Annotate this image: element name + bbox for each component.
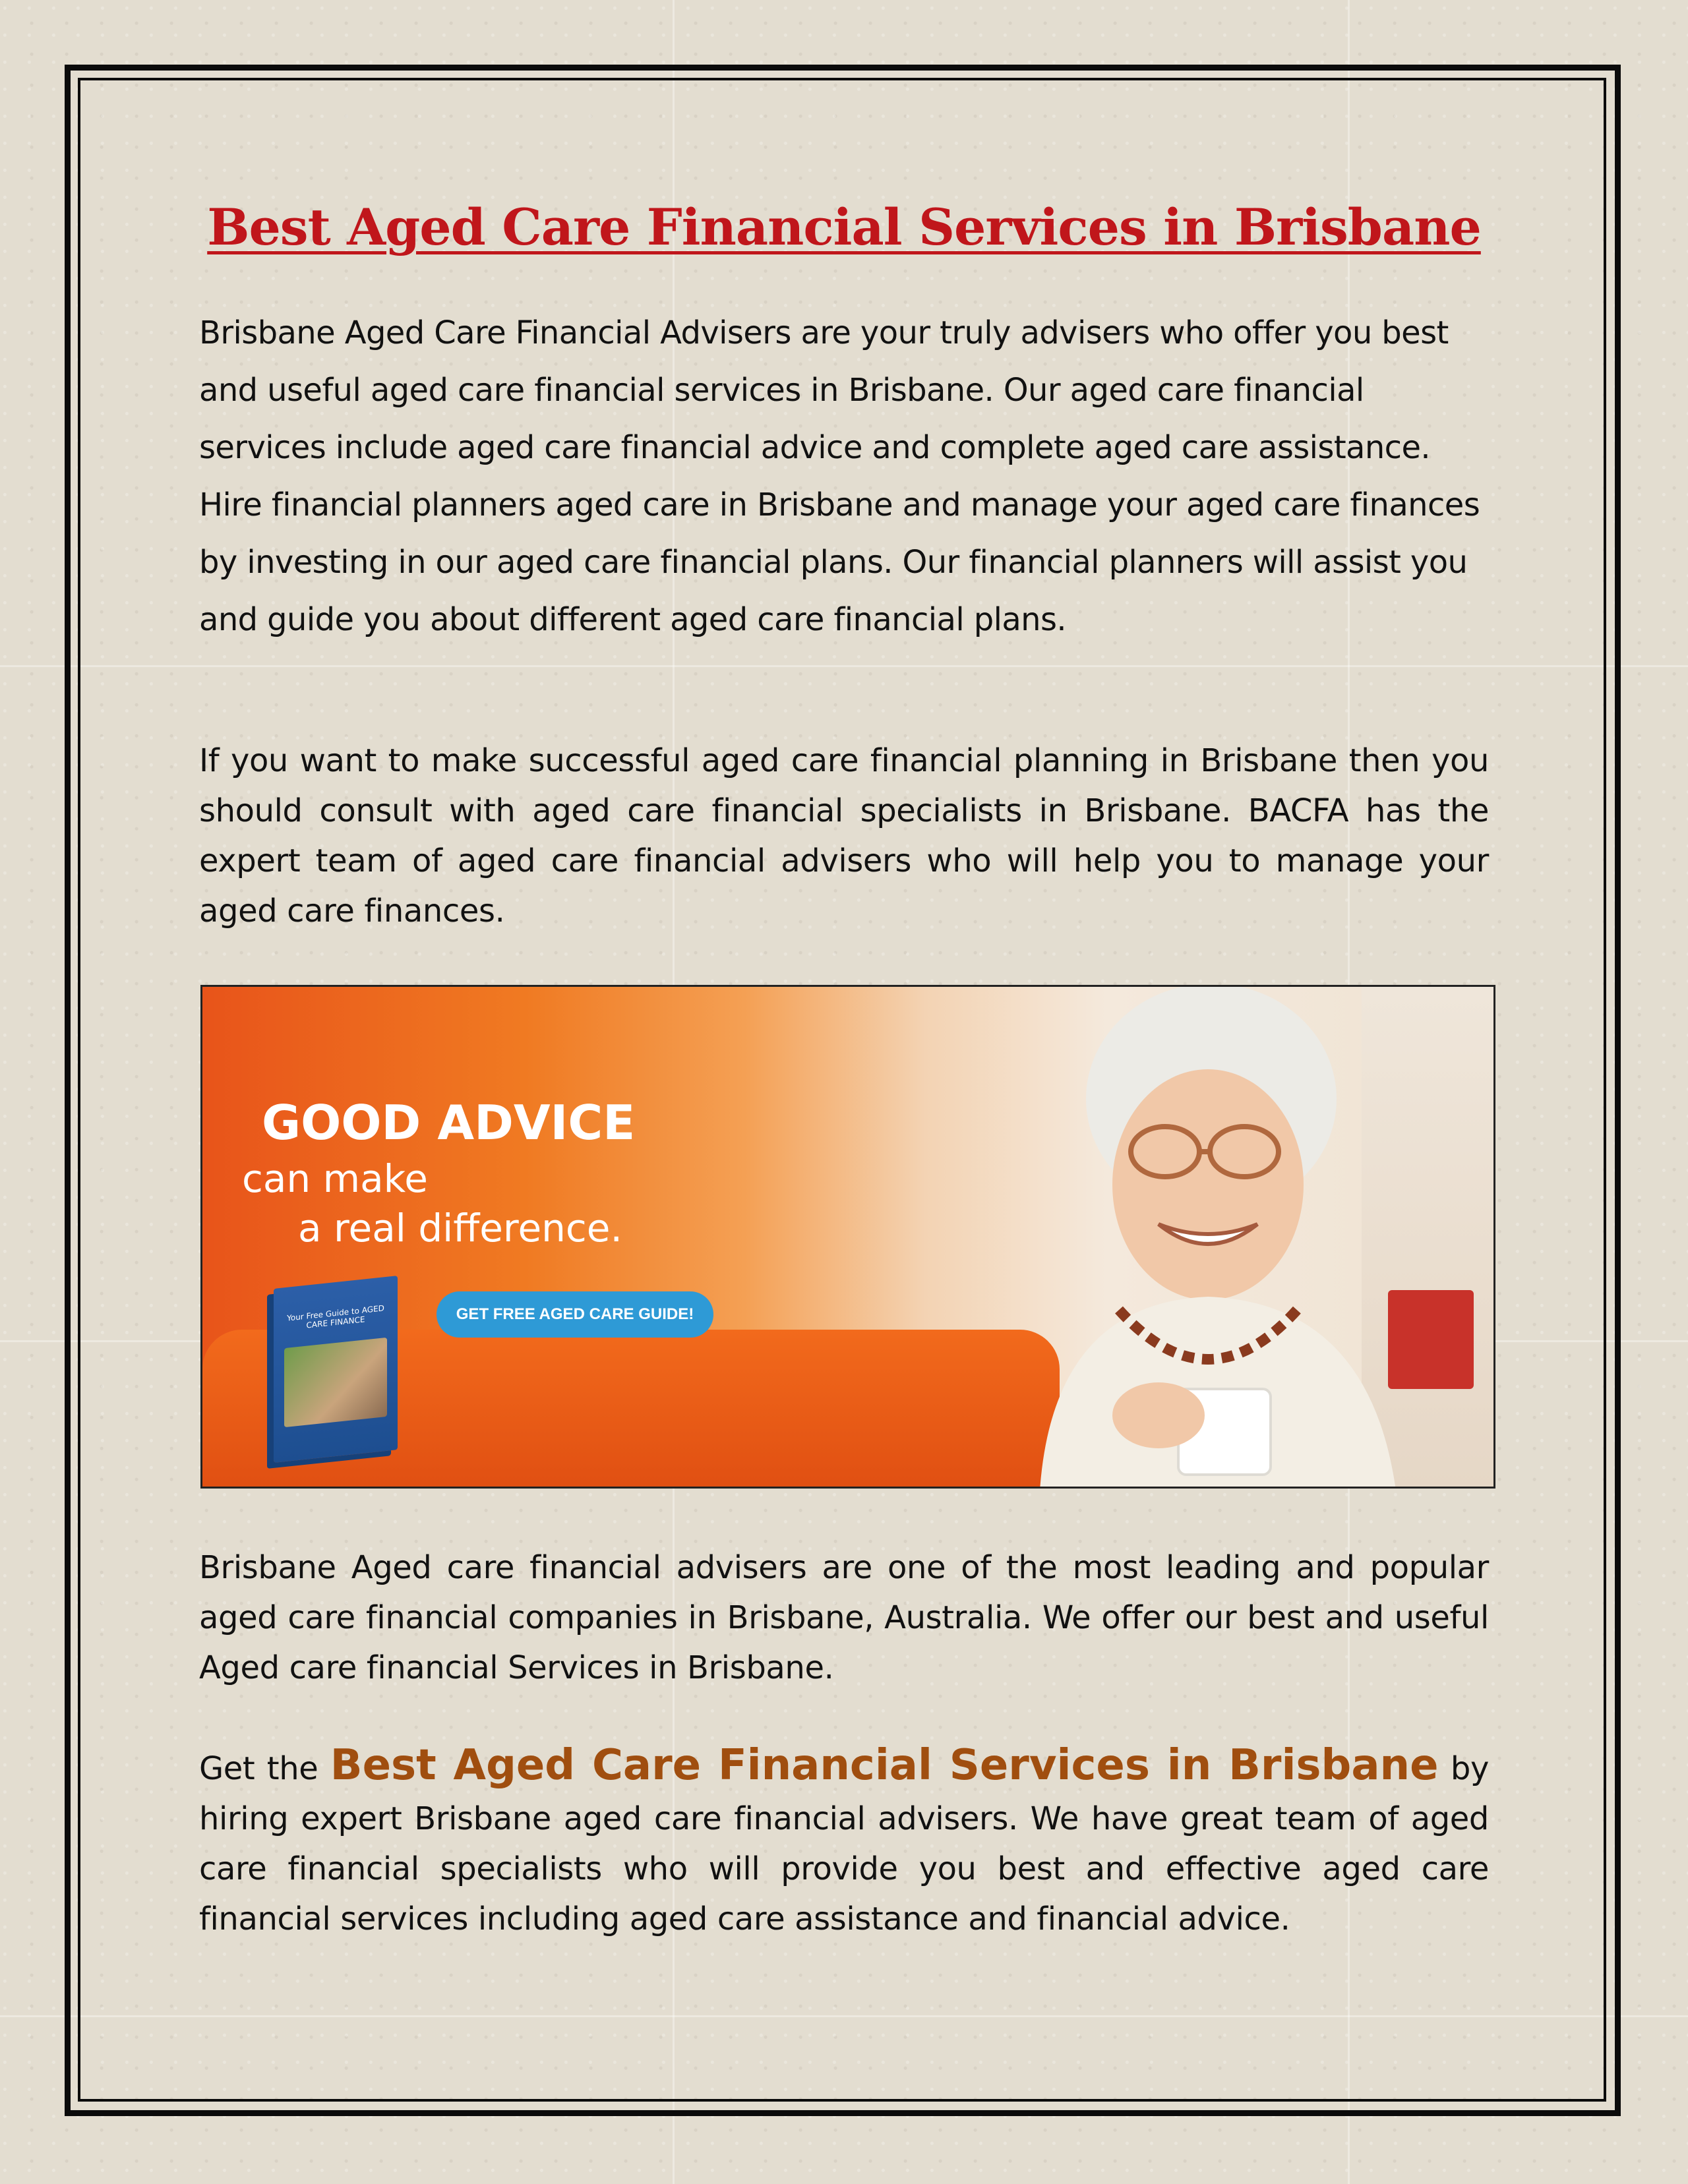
book-caption: Your Free Guide to AGED CARE FINANCE	[287, 1303, 384, 1331]
services-link-text: Best Aged Care Financial Services in Brisbane	[330, 1741, 1439, 1790]
banner-line-3: a real difference.	[298, 1206, 622, 1251]
planning-paragraph: If you want to make successful aged care financial planning in Brisbane then you should consult with aged care financial specialists in Brisbane. BACFA has the expert team of aged care financial advisers who will help you to manage your aged care finances.	[199, 742, 1489, 930]
get-free-guide-button[interactable]: GET FREE AGED CARE GUIDE!	[437, 1291, 713, 1338]
advice-banner-image	[200, 985, 1495, 1489]
elderly-woman-illustration	[961, 987, 1462, 1489]
book-cover-photo	[284, 1338, 387, 1427]
banner-line-2: can make	[242, 1156, 428, 1201]
services-prefix: Get the	[199, 1750, 330, 1787]
services-suffix: by hiring expert Brisbane aged care financial advisers. We have great team of aged care financial specialists who will provide you best and effective aged care financial services including aged care assistance and financial advice.	[199, 1750, 1489, 1937]
company-paragraph: Brisbane Aged care financial advisers are one of the most leading and popular aged care financial companies in Brisbane, Australia. We offer our best and useful Aged care financial Services in Brisbane.	[199, 1549, 1489, 1686]
guide-book-image	[274, 1276, 398, 1463]
banner-headline: GOOD ADVICE	[262, 1095, 636, 1150]
intro-paragraph: Brisbane Aged Care Financial Advisers are your truly advisers who offer you best and useful aged care financial services in Brisbane. Our aged care financial services include aged care financial advice and complete aged care assistance. Hire financial planners aged care in Brisbane and manage your aged care finances by investing in our aged care financial plans. Our financial planners will assist you and guide you about different aged care financial plans.	[199, 314, 1480, 638]
page-title: Best Aged Care Financial Services in Brisbane	[207, 198, 1481, 256]
services-paragraph	[199, 1740, 1489, 1944]
